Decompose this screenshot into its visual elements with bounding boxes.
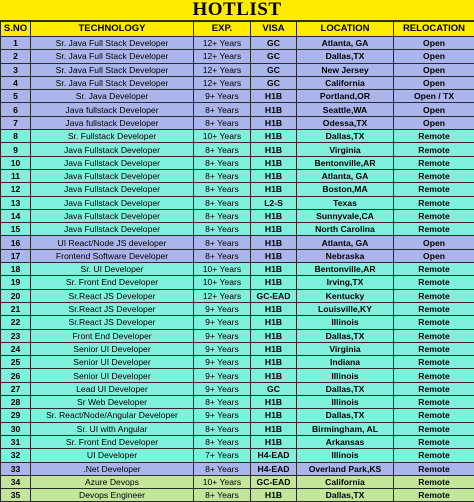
technology-cell: Sr. Front End Developer	[31, 435, 194, 448]
location-cell: Illinois	[297, 396, 394, 409]
relocation-cell: Remote	[394, 449, 474, 462]
visa-cell: H1B	[251, 116, 297, 129]
experience-cell: 12+ Years	[194, 63, 251, 76]
technology-cell: Sr. Java Full Stack Developer	[31, 50, 194, 63]
experience-cell: 12+ Years	[194, 289, 251, 302]
sno-cell: 12	[1, 183, 31, 196]
table-row[interactable]	[1, 249, 474, 262]
location-cell: California	[297, 475, 394, 488]
visa-cell: H1B	[251, 489, 297, 502]
experience-cell: 8+ Years	[194, 396, 251, 409]
location-cell: Virginia	[297, 342, 394, 355]
sno-cell: 7	[1, 116, 31, 129]
table-row[interactable]	[1, 183, 474, 196]
relocation-cell: Remote	[394, 462, 474, 475]
sno-cell: 29	[1, 409, 31, 422]
technology-cell: Sr. Fullstack Developer	[31, 130, 194, 143]
sno-cell: 34	[1, 475, 31, 488]
location-cell: Dallas,TX	[297, 382, 394, 395]
sheet-title: HOTLIST	[0, 0, 474, 21]
table-row[interactable]	[1, 196, 474, 209]
visa-cell: H1B	[251, 183, 297, 196]
sno-cell: 23	[1, 329, 31, 342]
relocation-cell: Remote	[394, 156, 474, 169]
technology-cell: Java Fullstack Developer	[31, 169, 194, 182]
relocation-cell: Open / TX	[394, 90, 474, 103]
technology-cell: Java Fullstack Developer	[31, 143, 194, 156]
relocation-cell: Remote	[394, 223, 474, 236]
table-row[interactable]	[1, 209, 474, 222]
table-row[interactable]	[1, 76, 474, 89]
visa-cell: GC-EAD	[251, 289, 297, 302]
table-row[interactable]	[1, 236, 474, 249]
location-cell: North Carolina	[297, 223, 394, 236]
experience-cell: 8+ Years	[194, 209, 251, 222]
visa-cell: H1B	[251, 409, 297, 422]
technology-cell: Sr. UI with Angular	[31, 422, 194, 435]
technology-cell: Java fullstack Developer	[31, 103, 194, 116]
technology-cell: Sr. Java Full Stack Developer	[31, 76, 194, 89]
visa-cell: GC	[251, 63, 297, 76]
relocation-cell: Remote	[394, 209, 474, 222]
visa-cell: GC	[251, 76, 297, 89]
technology-cell: Sr. UI Developer	[31, 263, 194, 276]
experience-cell: 8+ Years	[194, 462, 251, 475]
experience-cell: 8+ Years	[194, 196, 251, 209]
location-cell: Overland Park,KS	[297, 462, 394, 475]
sno-cell: 18	[1, 263, 31, 276]
location-cell: Texas	[297, 196, 394, 209]
table-row[interactable]	[1, 223, 474, 236]
experience-cell: 8+ Years	[194, 223, 251, 236]
table-row[interactable]	[1, 489, 474, 502]
relocation-cell: Remote	[394, 475, 474, 488]
relocation-cell: Remote	[394, 302, 474, 315]
sno-cell: 27	[1, 382, 31, 395]
relocation-cell: Open	[394, 116, 474, 129]
table-row[interactable]	[1, 435, 474, 448]
location-cell: Atlanta, GA	[297, 169, 394, 182]
sno-cell: 31	[1, 435, 31, 448]
location-cell: Illinois	[297, 316, 394, 329]
visa-cell: H4-EAD	[251, 462, 297, 475]
relocation-cell: Remote	[394, 435, 474, 448]
location-cell: Illinois	[297, 449, 394, 462]
technology-cell: Sr Web Developer	[31, 396, 194, 409]
sno-cell: 5	[1, 90, 31, 103]
visa-cell: H1B	[251, 90, 297, 103]
visa-cell: H1B	[251, 249, 297, 262]
table-row[interactable]	[1, 462, 474, 475]
table-row[interactable]	[1, 289, 474, 302]
sno-cell: 35	[1, 489, 31, 502]
visa-cell: H1B	[251, 263, 297, 276]
location-cell: Dallas,TX	[297, 130, 394, 143]
location-cell: Portland,OR	[297, 90, 394, 103]
location-cell: Louisville,KY	[297, 302, 394, 315]
technology-cell: UI React/Node JS developer	[31, 236, 194, 249]
header-visa[interactable]: VISA	[251, 22, 297, 37]
visa-cell: H1B	[251, 169, 297, 182]
table-row[interactable]	[1, 50, 474, 63]
experience-cell: 9+ Years	[194, 342, 251, 355]
technology-cell: Frontend Software Developer	[31, 249, 194, 262]
visa-cell: H1B	[251, 156, 297, 169]
relocation-cell: Remote	[394, 329, 474, 342]
sno-cell: 16	[1, 236, 31, 249]
location-cell: Atlanta, GA	[297, 37, 394, 50]
visa-cell: H1B	[251, 302, 297, 315]
sno-cell: 9	[1, 143, 31, 156]
table-row[interactable]	[1, 316, 474, 329]
relocation-cell: Open	[394, 249, 474, 262]
experience-cell: 8+ Years	[194, 435, 251, 448]
table-row[interactable]	[1, 409, 474, 422]
technology-cell: Sr. Java Full Stack Developer	[31, 37, 194, 50]
table-row[interactable]	[1, 156, 474, 169]
experience-cell: 9+ Years	[194, 90, 251, 103]
visa-cell: GC	[251, 50, 297, 63]
header-technology[interactable]: TECHNOLOGY	[31, 22, 194, 37]
relocation-cell: Remote	[394, 130, 474, 143]
sno-cell: 1	[1, 37, 31, 50]
location-cell: Dallas,TX	[297, 50, 394, 63]
location-cell: Illinois	[297, 369, 394, 382]
table-row[interactable]	[1, 329, 474, 342]
experience-cell: 9+ Years	[194, 329, 251, 342]
visa-cell: H1B	[251, 342, 297, 355]
experience-cell: 12+ Years	[194, 76, 251, 89]
visa-cell: H1B	[251, 316, 297, 329]
relocation-cell: Remote	[394, 143, 474, 156]
sno-cell: 4	[1, 76, 31, 89]
table-row[interactable]	[1, 276, 474, 289]
technology-cell: Devops Engineer	[31, 489, 194, 502]
relocation-cell: Open	[394, 76, 474, 89]
experience-cell: 9+ Years	[194, 302, 251, 315]
sno-cell: 8	[1, 130, 31, 143]
technology-cell: Senior UI Developer	[31, 356, 194, 369]
technology-cell: Java Fullstack Developer	[31, 196, 194, 209]
experience-cell: 8+ Years	[194, 422, 251, 435]
location-cell: Kentucky	[297, 289, 394, 302]
location-cell: Sunnyvale,CA	[297, 209, 394, 222]
relocation-cell: Open	[394, 63, 474, 76]
sno-cell: 20	[1, 289, 31, 302]
technology-cell: Senior UI Developer	[31, 369, 194, 382]
relocation-cell: Remote	[394, 183, 474, 196]
technology-cell: Lead UI Developer	[31, 382, 194, 395]
table-row[interactable]	[1, 103, 474, 116]
sno-cell: 10	[1, 156, 31, 169]
technology-cell: Front End Developer	[31, 329, 194, 342]
relocation-cell: Open	[394, 37, 474, 50]
visa-cell: GC-EAD	[251, 475, 297, 488]
header-location[interactable]: LOCATION	[297, 22, 394, 37]
table-row[interactable]	[1, 422, 474, 435]
relocation-cell: Remote	[394, 422, 474, 435]
location-cell: Virginia	[297, 143, 394, 156]
visa-cell: H1B	[251, 143, 297, 156]
visa-cell: H1B	[251, 130, 297, 143]
experience-cell: 9+ Years	[194, 316, 251, 329]
location-cell: Indiana	[297, 356, 394, 369]
relocation-cell: Remote	[394, 369, 474, 382]
experience-cell: 8+ Years	[194, 489, 251, 502]
visa-cell: H1B	[251, 276, 297, 289]
sno-cell: 15	[1, 223, 31, 236]
visa-cell: H1B	[251, 223, 297, 236]
table-row[interactable]	[1, 475, 474, 488]
visa-cell: GC	[251, 382, 297, 395]
sno-cell: 26	[1, 369, 31, 382]
relocation-cell: Remote	[394, 196, 474, 209]
technology-cell: Sr. React/Node/Angular Developer	[31, 409, 194, 422]
table-row[interactable]	[1, 449, 474, 462]
table-body	[1, 37, 474, 502]
visa-cell: H1B	[251, 209, 297, 222]
relocation-cell: Remote	[394, 276, 474, 289]
technology-cell: Sr. Front End Developer	[31, 276, 194, 289]
experience-cell: 8+ Years	[194, 249, 251, 262]
experience-cell: 8+ Years	[194, 169, 251, 182]
visa-cell: H4-EAD	[251, 449, 297, 462]
visa-cell: L2-S	[251, 196, 297, 209]
location-cell: Dallas,TX	[297, 489, 394, 502]
visa-cell: GC	[251, 37, 297, 50]
relocation-cell: Remote	[394, 316, 474, 329]
table-row[interactable]	[1, 382, 474, 395]
sno-cell: 32	[1, 449, 31, 462]
relocation-cell: Remote	[394, 169, 474, 182]
table-row[interactable]	[1, 90, 474, 103]
experience-cell: 9+ Years	[194, 369, 251, 382]
sno-cell: 21	[1, 302, 31, 315]
header-experience[interactable]: EXP.	[194, 22, 251, 37]
relocation-cell: Open	[394, 236, 474, 249]
technology-cell: Java Fullstack Developer	[31, 156, 194, 169]
table-row[interactable]	[1, 342, 474, 355]
visa-cell: H1B	[251, 329, 297, 342]
visa-cell: H1B	[251, 369, 297, 382]
visa-cell: H1B	[251, 435, 297, 448]
table-row[interactable]	[1, 263, 474, 276]
sno-cell: 17	[1, 249, 31, 262]
table-row[interactable]	[1, 37, 474, 50]
experience-cell: 12+ Years	[194, 37, 251, 50]
table-row[interactable]	[1, 116, 474, 129]
table-row[interactable]	[1, 369, 474, 382]
header-relocation[interactable]: RELOCATION	[394, 22, 474, 37]
experience-cell: 8+ Years	[194, 143, 251, 156]
table-row[interactable]	[1, 130, 474, 143]
experience-cell: 8+ Years	[194, 236, 251, 249]
location-cell: Bentonville,AR	[297, 263, 394, 276]
location-cell: Boston,MA	[297, 183, 394, 196]
technology-cell: Sr.React JS Developer	[31, 302, 194, 315]
experience-cell: 10+ Years	[194, 263, 251, 276]
relocation-cell: Remote	[394, 356, 474, 369]
relocation-cell: Remote	[394, 342, 474, 355]
hotlist-table	[0, 21, 474, 502]
visa-cell: H1B	[251, 103, 297, 116]
experience-cell: 8+ Years	[194, 116, 251, 129]
table-row[interactable]	[1, 302, 474, 315]
table-row[interactable]	[1, 169, 474, 182]
technology-cell: Senior UI Developer	[31, 342, 194, 355]
table-row[interactable]	[1, 396, 474, 409]
experience-cell: 7+ Years	[194, 449, 251, 462]
technology-cell: UI Developer	[31, 449, 194, 462]
technology-cell: Java Fullstack Developer	[31, 209, 194, 222]
experience-cell: 12+ Years	[194, 50, 251, 63]
relocation-cell: Remote	[394, 289, 474, 302]
sno-cell: 14	[1, 209, 31, 222]
sno-cell: 19	[1, 276, 31, 289]
relocation-cell: Remote	[394, 409, 474, 422]
sno-cell: 24	[1, 342, 31, 355]
table-row[interactable]	[1, 356, 474, 369]
experience-cell: 9+ Years	[194, 356, 251, 369]
sno-cell: 33	[1, 462, 31, 475]
technology-cell: Sr.React JS Developer	[31, 289, 194, 302]
location-cell: Atlanta, GA	[297, 236, 394, 249]
location-cell: Nebraska	[297, 249, 394, 262]
sno-cell: 11	[1, 169, 31, 182]
location-cell: Odessa,TX	[297, 116, 394, 129]
visa-cell: H1B	[251, 422, 297, 435]
technology-cell: Java Fullstack Developer	[31, 223, 194, 236]
relocation-cell: Remote	[394, 489, 474, 502]
relocation-cell: Open	[394, 50, 474, 63]
experience-cell: 10+ Years	[194, 276, 251, 289]
experience-cell: 9+ Years	[194, 382, 251, 395]
experience-cell: 9+ Years	[194, 409, 251, 422]
visa-cell: H1B	[251, 396, 297, 409]
location-cell: Arkansas	[297, 435, 394, 448]
sno-cell: 13	[1, 196, 31, 209]
relocation-cell: Remote	[394, 263, 474, 276]
location-cell: Dallas,TX	[297, 329, 394, 342]
location-cell: Bentonville,AR	[297, 156, 394, 169]
location-cell: Birmingham, AL	[297, 422, 394, 435]
location-cell: California	[297, 76, 394, 89]
location-cell: Dallas,TX	[297, 409, 394, 422]
table-row[interactable]	[1, 143, 474, 156]
relocation-cell: Open	[394, 103, 474, 116]
technology-cell: Java fullstack Developer	[31, 116, 194, 129]
technology-cell: Sr. Java Developer	[31, 90, 194, 103]
sno-cell: 6	[1, 103, 31, 116]
experience-cell: 10+ Years	[194, 130, 251, 143]
technology-cell: Azure Devops	[31, 475, 194, 488]
sno-cell: 2	[1, 50, 31, 63]
sno-cell: 30	[1, 422, 31, 435]
sno-cell: 22	[1, 316, 31, 329]
location-cell: Irving,TX	[297, 276, 394, 289]
visa-cell: H1B	[251, 236, 297, 249]
table-header	[1, 22, 474, 37]
visa-cell: H1B	[251, 356, 297, 369]
table-row[interactable]	[1, 63, 474, 76]
experience-cell: 10+ Years	[194, 475, 251, 488]
experience-cell: 8+ Years	[194, 103, 251, 116]
experience-cell: 8+ Years	[194, 183, 251, 196]
sno-cell: 3	[1, 63, 31, 76]
sno-cell: 28	[1, 396, 31, 409]
location-cell: New Jersey	[297, 63, 394, 76]
technology-cell: Java Fullstack Developer	[31, 183, 194, 196]
relocation-cell: Remote	[394, 382, 474, 395]
technology-cell: .Net Developer	[31, 462, 194, 475]
header-sno[interactable]: S.NO	[1, 22, 31, 37]
location-cell: Seattle,WA	[297, 103, 394, 116]
technology-cell: Sr. Java Full Stack Developer	[31, 63, 194, 76]
experience-cell: 8+ Years	[194, 156, 251, 169]
technology-cell: Sr.React JS Developer	[31, 316, 194, 329]
sno-cell: 25	[1, 356, 31, 369]
header-row	[1, 22, 474, 37]
relocation-cell: Remote	[394, 396, 474, 409]
